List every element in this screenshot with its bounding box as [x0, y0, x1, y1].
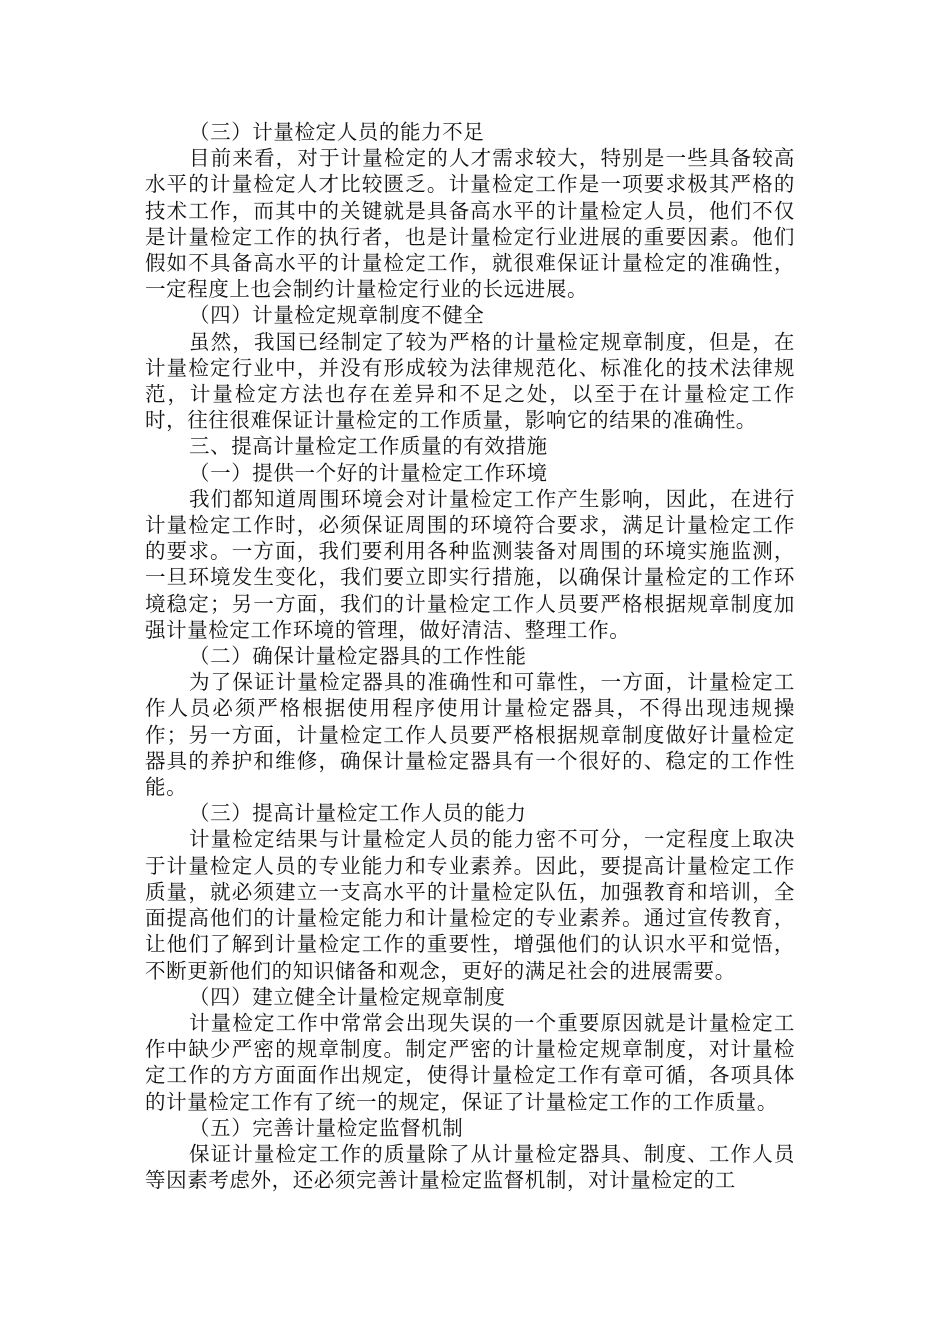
section-heading-1-work-environment: （一）提供一个好的计量检定工作环境 [189, 460, 548, 485]
section-heading-5-supervision-mechanism: （五）完善计量检定监督机制 [189, 1115, 464, 1140]
paragraph-instrument-performance: 为了保证计量检定器具的准确性和可靠性，一方面，计量检定工作人员必须严格根据使用程序使用计量检定器具，不得出现违规操作；另一方面，计量检定工作人员要严格根据规章制度做好计量检定器具的养护和维修，确保计量检定器具有一个很好的、稳定的工作性能。 [145, 670, 795, 800]
section-heading-2-instrument-performance: （二）确保计量检定器具的工作性能 [189, 644, 527, 669]
paragraph-improve-staff-ability: 计量检定结果与计量检定人员的能力密不可分，一定程度上取决于计量检定人员的专业能力和专业素养。因此，要提高计量检定工作质量，就必须建立一支高水平的计量检定队伍，加强教育和培训，全面提高他们的计量检定能力和计量检定的专业素养。通过宣传教育，让他们了解到计量检定工作的重要性，增强他们的认识水平和觉悟，不断更新他们的知识储备和观念，更好的满足社会的进展需要。 [145, 827, 795, 983]
section-heading-4-incomplete-regulations: （四）计量检定规章制度不健全 [189, 303, 485, 328]
paragraph-regulations: 虽然，我国已经制定了较为严格的计量检定规章制度，但是，在计量检定行业中，并没有形成较为法律规范化、标准化的技术法律规范，计量检定方法也存在差异和不足之处，以至于在计量检定工作时，往往很难保证计量检定的工作质量，影响它的结果的准确性。 [145, 329, 795, 433]
paragraph-staff-ability: 目前来看，对于计量检定的人才需求较大，特别是一些具备较高水平的计量检定人才比较匮乏。计量检定工作是一项要求极其严格的技术工作，而其中的关键就是具备高水平的计量检定人员，他们不仅是计量检定工作的执行者，也是计量检定行业进展的重要因素。他们假如不具备高水平的计量检定工作，就很难保证计量检定的准确性，一定程度上也会制约计量检定行业的长远进展。 [145, 146, 795, 302]
section-heading-4-build-regulations: （四）建立健全计量检定规章制度 [189, 984, 506, 1009]
section-heading-3-improve-staff-ability: （三）提高计量检定工作人员的能力 [189, 801, 527, 826]
paragraph-work-environment: 我们都知道周围环境会对计量检定工作产生影响，因此，在进行计量检定工作时，必须保证周围的环境符合要求，满足计量检定工作的要求。一方面，我们要利用各种监测装备对周围的环境实施监测，一旦环境发生变化，我们要立即实行措施，以确保计量检定的工作环境稳定；另一方面，我们的计量检定工作人员要严格根据规章制度加强计量检定工作环境的管理，做好清洁、整理工作。 [145, 486, 795, 642]
paragraph-build-regulations: 计量检定工作中常常会出现失误的一个重要原因就是计量检定工作中缺少严密的规章制度。制定严密的计量检定规章制度，对计量检定工作的方方面面作出规定，使得计量检定工作有章可循，各项具体的计量检定工作有了统一的规定，保证了计量检定工作的工作质量。 [145, 1010, 795, 1114]
section-heading-3-lacking-staff-ability: （三）计量检定人员的能力不足 [189, 120, 485, 144]
paragraph-supervision-mechanism: 保证计量检定工作的质量除了从计量检定器具、制度、工作人员等因素考虑外，还必须完善计量检定监督机制，对计量检定的工 [145, 1141, 795, 1193]
document-page [145, 119, 795, 1193]
chapter-heading-effective-measures: 三、提高计量检定工作质量的有效措施 [189, 434, 548, 459]
